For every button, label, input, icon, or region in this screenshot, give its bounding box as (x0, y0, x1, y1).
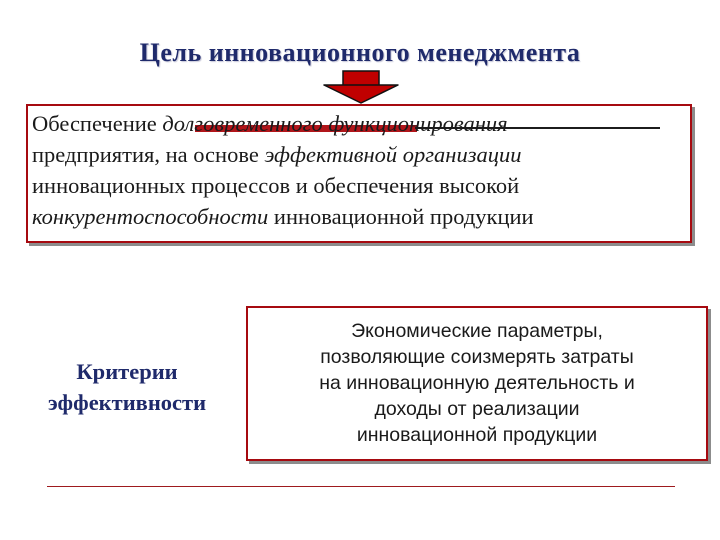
bottom-divider (47, 486, 675, 487)
goal-line-4: конкурентоспособности инновационной продукции (32, 204, 534, 229)
goal-line-2: предприятия, на основе эффективной организации (32, 142, 522, 167)
parameters-box (246, 306, 708, 461)
goal-line-1: Обеспечение долговременного функционирования (32, 111, 508, 136)
criteria-label: Критерии эффективности (47, 359, 207, 415)
diagram-title: Цель инновационного менеджмента (139, 38, 581, 67)
goal-text (32, 108, 694, 232)
params-line: позволяющие соизмерять затраты (320, 346, 634, 368)
params-line: доходы от реализации (374, 398, 580, 420)
params-line: Экономические параметры, (351, 320, 603, 342)
params-line: на инновационную деятельность и (319, 372, 635, 394)
params-line: инновационной продукции (356, 424, 598, 446)
goal-line-3: инновационных процессов и обеспечения высокой (32, 173, 520, 198)
down-arrow-icon (322, 70, 400, 104)
